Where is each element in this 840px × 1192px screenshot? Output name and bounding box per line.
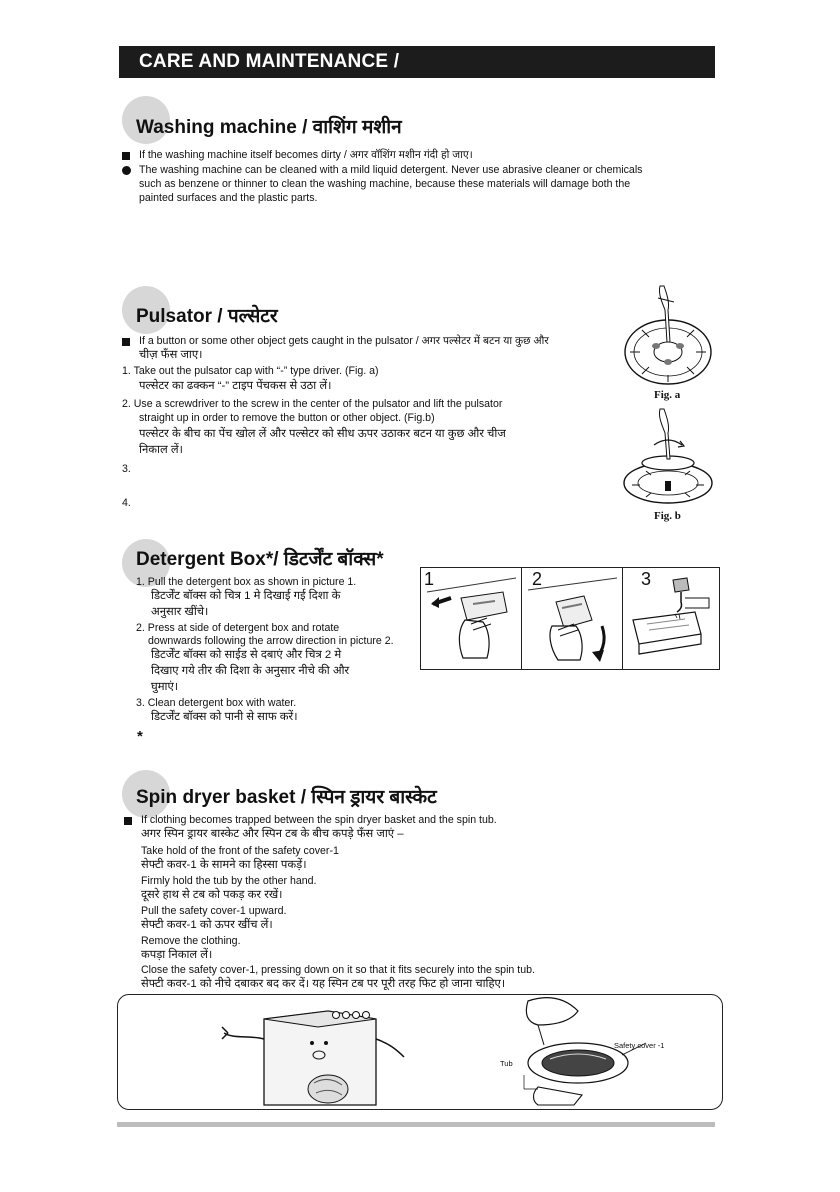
page-header [119, 46, 715, 78]
spin-step-2-hindi: दूसरे हाथ से टब को पकड़ कर रखें। [141, 889, 283, 901]
spin-step-1: Take hold of the front of the safety cover-1 [141, 845, 339, 857]
pulsator-step-2b: straight up in order to remove the button or other object. (Fig.b) [139, 412, 435, 424]
washing-machine-title: Washing machine / वाशिंग मशीन [136, 117, 402, 138]
spin-basket-illustration-box [117, 994, 723, 1110]
spin-step-5-hindi: सेफ्टी कवर-1 को नीचे दबाकर बद कर दें। यह स्पिन टब पर पूरी तरह फिट हो जाना चाहिए। [141, 978, 506, 990]
detergent-step-1-hindi: डिटर्जेंट बॉक्स को चित्र 1 मे दिखाई गई दिशा के [151, 590, 341, 602]
footnote-asterisk: * [137, 728, 143, 745]
detergent-step-2: 2. Press at side of detergent box and rotate [136, 622, 340, 634]
footer-rule [117, 1122, 715, 1127]
pulsator-step-4: 4. [122, 497, 131, 509]
fig-a-caption: Fig. a [654, 389, 681, 401]
pulsator-intro-hindi: चीज़ फँस जाए। [139, 349, 203, 361]
pull-drawer-illustration [421, 568, 522, 669]
clean-drawer-illustration [623, 568, 719, 669]
washing-machine-character-illustration [218, 997, 418, 1107]
washing-line-4: painted surfaces and the plastic parts. [139, 192, 318, 204]
pulsator-removal-illustration [622, 405, 714, 510]
detergent-step-2-hindi: डिटर्जेंट बॉक्स को साईड से दबाएं और चित्र 2 मे [151, 649, 342, 661]
detergent-step-2-hindi-c: घुमाएं। [151, 681, 179, 693]
detergent-box-title: Detergent Box*/ डिटर्जेंट बॉक्स* [136, 549, 384, 570]
picture-1-panel [420, 567, 523, 670]
spin-intro-hindi: अगर स्पिन ड्रायर बास्केट और स्पिन टब के बीच कपड़े फँस जाएं – [141, 828, 404, 840]
pulsator-cap-illustration [622, 280, 714, 395]
square-bullet [122, 338, 130, 346]
detergent-step-3-hindi: डिटर्जेंट बॉक्स को पानी से साफ करें। [151, 711, 298, 723]
pulsator-step-1-hindi: पल्सेटर का ढक्कन “-” टाइप पेंचकस से उठा लें। [139, 380, 332, 392]
washing-line-1: If the washing machine itself becomes dirty / अगर वॉशिंग मशीन गंदी हो जाए। [139, 149, 473, 161]
tub-label: Tub [500, 1059, 513, 1068]
spin-step-3: Pull the safety cover-1 upward. [141, 905, 287, 917]
spin-step-2: Firmly hold the tub by the other hand. [141, 875, 317, 887]
pulsator-step-1: 1. Take out the pulsator cap with “-” type driver. (Fig. a) [122, 365, 379, 377]
picture-3-number: 3 [641, 569, 652, 589]
detergent-step-2-hindi-b: दिखाए गये तीर की दिशा के अनुसार नीचे की और [151, 665, 350, 677]
spin-dryer-title: Spin dryer basket / स्पिन ड्रायर बास्केट [136, 787, 437, 808]
spin-step-3-hindi: सेफ्टी कवर-1 को ऊपर खींच लें। [141, 919, 273, 931]
pulsator-step-3: 3. [122, 463, 131, 475]
washing-line-3: such as benzene or thinner to clean the washing machine, because these materials will damage both the [139, 178, 631, 190]
picture-3-panel [622, 567, 720, 670]
spin-step-4: Remove the clothing. [141, 935, 241, 947]
picture-2-panel [521, 567, 624, 670]
rotate-drawer-illustration [522, 568, 623, 669]
pulsator-title: Pulsator / पल्सेटर [136, 306, 278, 327]
safety-cover-illustration [498, 995, 698, 1107]
spin-intro: If clothing becomes trapped between the spin dryer basket and the spin tub. [141, 814, 497, 826]
page-title: CARE AND MAINTENANCE / [139, 51, 400, 72]
spin-step-4-hindi: कपड़ा निकाल लें। [141, 949, 213, 961]
spin-step-5: Close the safety cover-1, pressing down on it so that it fits securely into the spin tub. [141, 964, 535, 976]
pulsator-step-2: 2. Use a screwdriver to the screw in the center of the pulsator and lift the pulsator [122, 398, 503, 410]
detergent-step-1-hindi-b: अनुसार खींचे। [151, 606, 209, 618]
detergent-step-1: 1. Pull the detergent box as shown in picture 1. [136, 576, 357, 588]
square-bullet [122, 152, 130, 160]
picture-2-number: 2 [532, 569, 543, 589]
fig-b-caption: Fig. b [654, 510, 681, 522]
washing-line-2: The washing machine can be cleaned with a mild liquid detergent. Never use abrasive cleaner or chemicals [139, 164, 643, 176]
pulsator-intro: If a button or some other object gets caught in the pulsator / अगर पल्सेटर में बटन या कुछ और [139, 335, 549, 347]
square-bullet [124, 817, 132, 825]
pulsator-step-2-hindi: पल्सेटर के बीच का पेंच खोल लें और पल्सेटर को सीध ऊपर उठाकर बटन या कुछ और चीज [139, 428, 506, 440]
picture-1-number: 1 [424, 569, 435, 589]
detergent-step-3: 3. Clean detergent box with water. [136, 697, 297, 709]
detergent-step-2b: downwards following the arrow direction in picture 2. [148, 635, 394, 647]
pulsator-step-2-hindi-b: निकाल लें। [139, 444, 183, 456]
round-bullet [122, 166, 131, 175]
spin-step-1-hindi: सेफ्टी कवर-1 के सामने का हिस्सा पकड़ें। [141, 859, 307, 871]
safety-cover-label: Safety cover -1 [614, 1041, 665, 1050]
